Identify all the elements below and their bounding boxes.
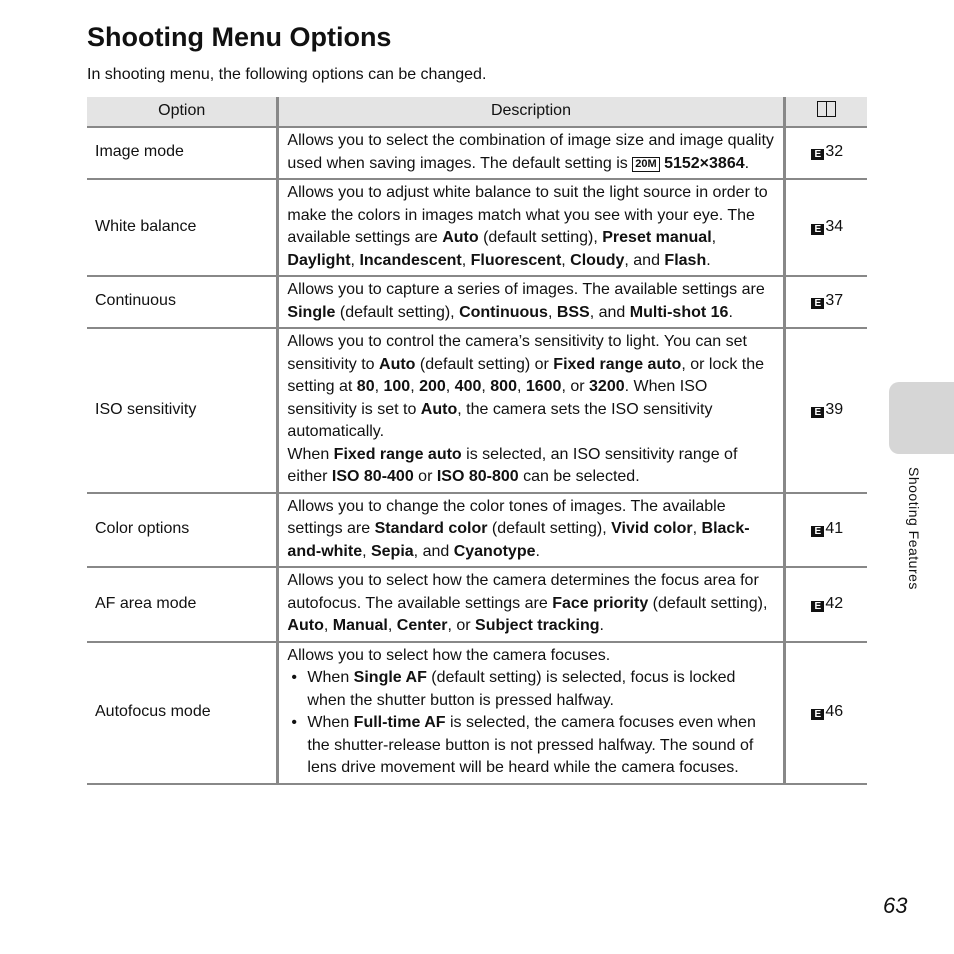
- reference-page: 41: [825, 520, 844, 537]
- setting-name: Single AF: [353, 669, 427, 686]
- description-text: Allows you to select how the camera determines the focus area for autofocus. The available settings are: [287, 572, 759, 612]
- setting-name: 800: [490, 378, 517, 395]
- page-reference: [784, 127, 867, 179]
- setting-name: Standard color: [374, 520, 488, 537]
- setting-name: Cyanotype: [453, 542, 536, 560]
- page-reference: [784, 493, 867, 568]
- option-name: Color options: [87, 493, 278, 568]
- table-row: [87, 127, 867, 179]
- image-mode-icon: 20M: [632, 157, 659, 172]
- setting-name: 200: [419, 378, 446, 395]
- setting-name: Auto: [442, 229, 479, 246]
- description-text: ,: [445, 378, 455, 395]
- option-description: [278, 276, 784, 328]
- page-reference: [784, 179, 867, 276]
- reference-page: 32: [825, 143, 844, 161]
- setting-name: Center: [396, 617, 448, 634]
- option-column-header: Option: [87, 97, 278, 127]
- setting-name: 3200: [589, 378, 625, 395]
- description-text: .: [599, 617, 604, 634]
- option-description: [278, 493, 784, 568]
- e-ref-icon: E: [811, 298, 824, 309]
- description-text: ,: [547, 303, 557, 321]
- section-tab-label: Shooting Features: [906, 467, 922, 590]
- setting-name: Manual: [332, 617, 388, 634]
- setting-name: Multi-shot 16: [629, 303, 729, 321]
- option-name: Image mode: [87, 127, 278, 179]
- setting-name: Full-time AF: [353, 714, 446, 731]
- description-text: Allows you to select how the camera focuses.: [287, 646, 611, 664]
- list-item: [307, 712, 776, 780]
- description-text: Allows you to change the color tones of images. The available settings are: [287, 497, 726, 537]
- reference-page: 37: [825, 292, 844, 310]
- setting-name: 1600: [525, 378, 562, 395]
- option-description: [278, 179, 784, 276]
- setting-name: 80: [356, 378, 375, 395]
- option-name: White balance: [87, 179, 278, 276]
- setting-name: Black-and-white: [287, 520, 750, 560]
- description-text: ,: [711, 229, 717, 246]
- description-text: , the camera sets the ISO sensitivity automatically.: [287, 400, 713, 440]
- description-text: Allows you to capture a series of images. The available settings are: [287, 281, 765, 298]
- setting-name: Sepia: [370, 542, 414, 560]
- e-ref-icon: E: [811, 601, 824, 612]
- setting-name: Fluorescent: [470, 251, 562, 269]
- setting-name: Preset manual: [602, 229, 712, 246]
- page-reference: [784, 642, 867, 784]
- description-text: (default setting),: [648, 594, 768, 612]
- description-text: , and: [589, 303, 630, 321]
- description-text: (default setting) or: [415, 355, 554, 373]
- description-text: , or: [447, 617, 476, 634]
- page-reference: [784, 276, 867, 328]
- e-ref-icon: E: [811, 224, 824, 235]
- description-text: .: [535, 542, 540, 560]
- setting-name: Cloudy: [570, 251, 625, 269]
- setting-name: 5152×3864: [664, 154, 745, 172]
- description-text: , or: [561, 378, 590, 395]
- table-row: [87, 276, 867, 328]
- description-text: ,: [323, 617, 333, 634]
- table-row: [87, 642, 867, 784]
- book-icon: [817, 101, 836, 117]
- description-text: or: [413, 468, 437, 485]
- description-text: Allows you to adjust white balance to suit the light source in order to make the colors in images match what you see with your eye. The available settings are: [287, 184, 768, 246]
- setting-name: Continuous: [459, 303, 548, 321]
- setting-name: 100: [383, 378, 411, 395]
- setting-name: Auto: [420, 400, 458, 418]
- bullet-list: [287, 667, 776, 780]
- setting-name: Auto: [379, 355, 416, 373]
- page-number: 63: [883, 893, 908, 918]
- description-text: is selected, an ISO sensitivity range of either: [287, 445, 738, 485]
- description-text: (default setting) is selected, focus is locked when the shutter button is pressed halfway.: [307, 669, 736, 709]
- description-text: ,: [481, 378, 491, 395]
- setting-name: Fixed range auto: [333, 445, 462, 463]
- description-text: ,: [387, 617, 397, 634]
- setting-name: ISO 80-800: [436, 468, 519, 485]
- description-text: When: [307, 669, 354, 686]
- description-text: , and: [413, 542, 454, 560]
- description-text: Allows you to control the camera’s sensitivity to light. You can set sensitivity to: [287, 333, 747, 373]
- option-name: AF area mode: [87, 567, 278, 642]
- e-ref-icon: E: [811, 149, 824, 160]
- description-text: .: [744, 154, 750, 172]
- table-header-row: [87, 97, 867, 127]
- setting-name: BSS: [556, 303, 590, 321]
- table-row: [87, 567, 867, 642]
- setting-name: Auto: [287, 617, 324, 634]
- setting-name: ISO 80-400: [331, 468, 414, 485]
- description-text: , or lock the setting at: [287, 355, 765, 395]
- option-description: [278, 127, 784, 179]
- description-column-header: Description: [278, 97, 784, 127]
- setting-name: Incandescent: [359, 251, 462, 269]
- option-description: [278, 642, 784, 784]
- option-name: Continuous: [87, 276, 278, 328]
- description-text: ,: [362, 542, 371, 560]
- description-text: (default setting),: [478, 229, 603, 246]
- description-text: ,: [561, 251, 571, 269]
- option-name: ISO sensitivity: [87, 328, 278, 493]
- section-tab: [889, 382, 954, 454]
- description-text: ,: [374, 378, 384, 395]
- description-text: is selected, the camera focuses even when the shutter-release button is not pressed halfway. The sound of lens drive movement will be heard while the camera focuses.: [307, 714, 756, 776]
- description-text: ,: [350, 251, 360, 269]
- reference-page: 46: [825, 702, 844, 720]
- setting-name: Flash: [664, 251, 707, 269]
- list-item: [307, 667, 776, 712]
- reference-page: 42: [825, 594, 844, 612]
- setting-name: Fixed range auto: [553, 355, 682, 373]
- description-text: When: [287, 445, 334, 463]
- reference-page: 34: [825, 217, 844, 235]
- page-reference: [784, 328, 867, 493]
- description-text: Allows you to select the combination of image size and image quality used when saving images. The default setting is: [287, 132, 774, 172]
- description-text: ,: [692, 520, 702, 537]
- description-text: ,: [461, 251, 471, 269]
- description-text: ,: [410, 378, 420, 395]
- table-row: [87, 179, 867, 276]
- description-text: , and: [624, 251, 665, 269]
- reference-column-header: [784, 97, 867, 127]
- table-row: [87, 328, 867, 493]
- e-ref-icon: E: [811, 526, 824, 537]
- e-ref-icon: E: [811, 407, 824, 418]
- setting-name: 400: [454, 378, 482, 395]
- description-text: (default setting),: [335, 303, 460, 321]
- description-text: . When ISO sensitivity is set to: [287, 378, 708, 418]
- setting-name: Subject tracking: [475, 617, 600, 634]
- setting-name: Face priority: [552, 594, 649, 612]
- description-text: can be selected.: [518, 468, 640, 485]
- description-text: .: [728, 303, 733, 321]
- options-table: [87, 97, 867, 785]
- description-text: When: [307, 714, 354, 731]
- setting-name: Daylight: [287, 251, 351, 269]
- page-title: Shooting Menu Options: [87, 22, 392, 52]
- description-text: (default setting),: [487, 520, 612, 537]
- description-text: .: [706, 251, 711, 269]
- setting-name: Single: [287, 303, 336, 321]
- description-text: ,: [516, 378, 526, 395]
- option-name: Autofocus mode: [87, 642, 278, 784]
- option-description: [278, 328, 784, 493]
- setting-name: Vivid color: [611, 520, 693, 537]
- intro-text: In shooting menu, the following options can be changed.: [87, 66, 487, 83]
- e-ref-icon: E: [811, 709, 824, 720]
- option-description: [278, 567, 784, 642]
- reference-page: 39: [825, 400, 844, 418]
- page-reference: [784, 567, 867, 642]
- table-row: [87, 493, 867, 568]
